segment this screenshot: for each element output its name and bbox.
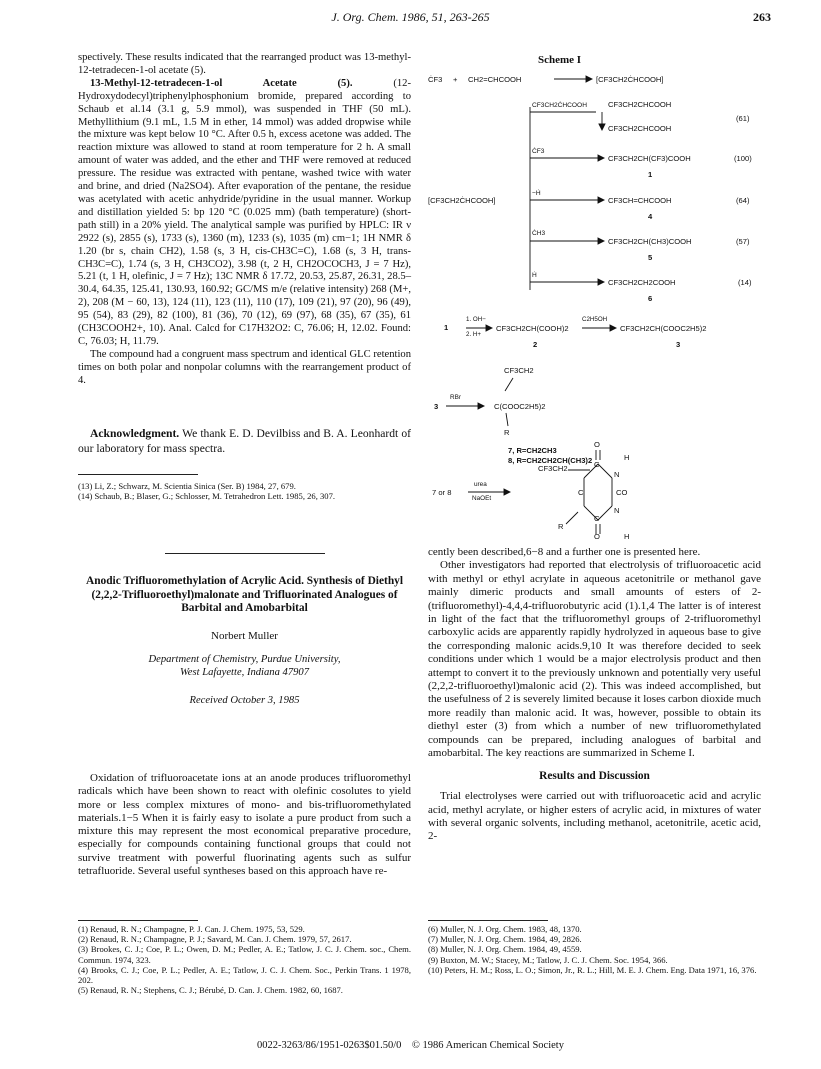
product-5: CF3CH2CH(CH3)COOH [608, 237, 692, 246]
reference: (4) Brooks, C. J.; Coe, P. L.; Pedler, A. E.; Tatlow, J. C. J. Chem. Soc., Perkin Trans. 1 1978, 202. [78, 964, 411, 986]
yield: (57) [736, 237, 750, 246]
group-r: R [558, 522, 564, 531]
reference: (14) Schaub, B.; Blaser, G.; Schlosser, M. Tetrahedron Lett. 1985, 26, 307. [78, 491, 336, 502]
radical-intermediate: [CF3CH2ĊHCOOH] [596, 75, 664, 84]
left-column-body [78, 52, 411, 388]
affiliation [78, 654, 411, 680]
alkyl-r: R [504, 428, 510, 437]
compound-number: 6 [648, 294, 653, 303]
reagent-dimerization: CF3CH2ĊHCOOH [532, 102, 587, 109]
dimer-top: CF3CH2CHCOOH [608, 100, 672, 109]
dimer-bottom: CF3CH2CHCOOH [608, 124, 672, 133]
received-date: Received October 3, 1985 [189, 695, 300, 707]
acknowledgment [78, 427, 411, 456]
section-heading: Results and Discussion [539, 769, 650, 782]
atom-h: H [624, 453, 630, 462]
reference: (5) Renaud, R. N.; Stephens, C. J.; Bérubé, D. Can. J. Chem. 1982, 60, 1687. [78, 985, 343, 996]
plus-sign: + [453, 75, 458, 84]
reagent-hydroxide: 1. OH− [466, 316, 486, 323]
product-1: CF3CH2CH(CF3)COOH [608, 154, 691, 163]
compound-7: 7, R=CH2CH3 [508, 446, 557, 455]
alkyl-malonate: C(COOC2H5)2 [494, 402, 546, 411]
reagent-ethanol: C2H5OH [582, 316, 608, 323]
scheme-label: Scheme I [538, 54, 582, 66]
section-divider [165, 553, 325, 554]
experimental-text: (12-Hydroxydodecyl)triphenylphosphonium bromide, prepared according to Schaub et al.14 (3.1 g, 5.9 mmol), was suspended in THF (50 mL). Methyllithium (9.1 mL, 1.5 M in ether, 14 mmol) was added dropwise while the mixture was kept below 10 °C. After 0.5 h, excess acetone was added. The reaction mixture was allowed to stand at room temperature for 2 h. A small amount of water was added, and the ether and THF were removed at reduced pressure. The residue was extracted with pentane, washed twice with water and brine, and dried (Na2SO4). After evaporation of the pentane, the residue was acetylated with acetic anhydride/pyridine in the usual manner. Workup and distillation yielded 5: bp 120 °C (0.025 mm) (bath temperature) (short-path still) in a 20% yield. The analytical sample was purified by HPLC: IR ν 2922 (s), 2855 (s), 1733 (s), 1360 (m), 1233 (s), 1035 (m) cm−1; 1H NMR δ 1.20 (br s, chain CH2), 1.58 (s, 3 H, cis-CH3C=C), 1.68 (s, 3 H, trans-CH3C=C), 1.74 (s, 3 H, CH3CO2), 3.98 (t, 2 H, CH2OCOCH3, J = 7 Hz), 5.21 (t, 1 H, olefinic, J = 7 Hz); 13C NMR δ 17.72, 20.53, 25.87, 26.31, 28.5–30.4, 64.35, 125.41, 130.93, 160.92; GC/MS m/e (relative intensity) 268 (M+, 2), 208 (M − 60, 13), 124 (11), 123 (11), 110 (17), 109 (21), 97 (20), 96 (49), 95 (54), 83 (29), 82 (100), 81 (36), 70 (12), 69 (97), 68 (35), 67 (35), 61 (CH3COOH2+, 10). Anal. Calcd for C17H32O2: C, 76.06; H, 12.02. Found: C, 76.03; H, 11.79. [78, 77, 411, 347]
atom-h: H [624, 532, 630, 541]
reference: (13) Li, Z.; Schwarz, M. Scientia Sinica (Ser. B) 1984, 27, 679. [78, 481, 296, 491]
radical-bracket: [CF3CH2ĊHCOOH] [428, 196, 496, 205]
paragraph: Oxidation of trifluoroacetate ions at an anode produces trifluoromethyl radicals which have been shown to react with olefinic cosolutes to yield more or less complex mixtures of mono- and bis-trifluoromethylated materials.1−5 When it is fairly easy to isolate a pure product from such a mixture this may represent the most economical preparative procedure, especially for compounds containing functional groups that could not survive treatment with powerful fluorinating agents such as sulfur tetrafluoride. Several useful syntheses based on this approach have re- [78, 772, 411, 878]
paragraph: spectively. These results indicated that the rearranged product was 13-methyl-12-tetradecen-1-ol acetate (5). [78, 52, 411, 76]
reference: (3) Brookes, C. J.; Coe, P. L.; Owen, D. M.; Pedler, A. E.; Tatlow, J. C. J. Chem. soc., Chem. Commun. 1974, 323. [78, 944, 411, 965]
reagent-naoet: NaOEt [472, 495, 492, 502]
product-6: CF3CH2CH2COOH [608, 278, 676, 287]
reagent-ch3: ĊH3 [532, 230, 546, 237]
compound-number: 2 [533, 340, 538, 349]
product-3: CF3CH2CH(COOC2H5)2 [620, 324, 707, 333]
atom-c: C [578, 488, 584, 497]
atom-o: O [594, 532, 600, 541]
footnotes-right [428, 924, 761, 975]
reagent-h: Ḣ [532, 272, 537, 279]
atom-n: N [614, 506, 620, 515]
atom-c: C [594, 514, 600, 523]
reagent-cf3: ĊF3 [532, 148, 545, 155]
copyright: © 1986 American Chemical Society [411, 1040, 564, 1051]
footnote-rule [428, 920, 548, 921]
reagent-acid: 2. H+ [466, 331, 481, 338]
reagent-minus-h: −Ḣ [532, 190, 541, 197]
compound-number: 4 [648, 212, 653, 221]
yield: (100) [734, 154, 752, 163]
reference: (10) Peters, H. M.; Ross, L. O.; Simon, Jr., R. L.; Hill, M. E. J. Chem. Eng. Data 1971, 16, 376. [428, 964, 757, 975]
experimental-paragraph [78, 78, 411, 349]
compound-number: 3 [676, 340, 681, 349]
affiliation-line: Department of Chemistry, Purdue University, [148, 653, 341, 665]
compound-8: 8, R=CH2CH2CH(CH3)2 [508, 456, 593, 465]
group-co: CO [616, 488, 628, 497]
product-4: CF3CH=CHCOOH [608, 196, 672, 205]
atom-o: O [594, 440, 600, 449]
compounds-7-or-8: 7 or 8 [432, 488, 452, 497]
paragraph: Trial electrolyses were carried out with trifluoroacetic acid and acrylic acid, methyl acrylate, or higher esters of acrylic acid, in mixtures of water with several organic solvents, including methanol, acetonitrile, acetic acid, 2- [428, 790, 761, 843]
yield: (61) [736, 114, 750, 123]
footnotes-bottom [78, 924, 411, 995]
footnote-rule [78, 474, 198, 475]
reference: (9) Buxton, M. W.; Stacey, M.; Tatlow, J. C. J. Chem. Soc. 1954, 366. [428, 954, 668, 965]
acrylic-acid: CH2=CHCOOH [468, 75, 522, 84]
reagent-rbr: RBr [450, 394, 462, 401]
article-title-block [78, 575, 411, 706]
acknowledgment-heading: Acknowledgment. [90, 427, 180, 440]
paragraph: cently been described,6−8 and a further one is presented here. [428, 546, 701, 558]
compound-number: 1 [648, 170, 653, 179]
footnotes-top [78, 481, 411, 501]
compound-number: 1 [444, 323, 449, 332]
reagent-urea: urea [474, 481, 487, 488]
page-number: 263 [753, 10, 771, 24]
scheme-1 [428, 48, 768, 541]
paragraph: The compound had a congruent mass spectrum and identical GLC retention times on both polar and nonpolar columns with the rearrangement product of 4. [78, 348, 411, 386]
group-cf3ch2: CF3CH2 [538, 464, 568, 473]
reference: (1) Renaud, R. N.; Champagne, P. J. Can. J. Chem. 1975, 53, 529. [78, 924, 305, 934]
footnote-rule [78, 920, 198, 921]
yield: (14) [738, 278, 752, 287]
reference: (7) Muller, N. J. Org. Chem. 1984, 49, 2826. [428, 934, 582, 945]
experimental-heading: 13-Methyl-12-tetradecen-1-ol Acetate (5). [90, 77, 353, 89]
reference: (6) Muller, N. J. Org. Chem. 1983, 48, 1370. [428, 924, 582, 934]
right-column-body [428, 546, 761, 844]
atom-c: C [594, 460, 600, 469]
reference: (8) Muller, N. J. Org. Chem. 1984, 49, 4559. [428, 944, 582, 955]
author: Norbert Muller [211, 629, 278, 642]
running-header [0, 8, 821, 28]
introduction [78, 772, 411, 878]
alkyl-cf3ch2: CF3CH2 [504, 366, 534, 375]
reference: (2) Renaud, R. N.; Champagne, P. J.; Savard, M. Can. J. Chem. 1979, 57, 2617. [78, 934, 352, 945]
product-2: CF3CH2CH(COOH)2 [496, 324, 569, 333]
article-title: Anodic Trifluoromethylation of Acrylic Acid. Synthesis of Diethyl (2,2,2-Trifluoroethyl)malonate and Trifluorinated Analogues of Barbital and Amobarbital [85, 575, 404, 615]
compound-number: 5 [648, 253, 653, 262]
acknowledgment-text: We thank E. D. Devilbiss and B. A. Leonhardt of our laboratory for mass spectra. [78, 427, 411, 455]
page-footer [0, 1040, 821, 1051]
compound-number: 3 [434, 402, 439, 411]
cf3-radical: ĊF3 [428, 75, 443, 84]
article-code: 0022-3263/86/1951-0263$01.50/0 [257, 1040, 402, 1051]
journal-citation: J. Org. Chem. 1986, 51, 263-265 [331, 10, 490, 24]
affiliation-line: West Lafayette, Indiana 47907 [179, 666, 310, 678]
yield: (64) [736, 196, 750, 205]
atom-n: N [614, 470, 620, 479]
paragraph: Other investigators had reported that electrolysis of trifluoroacetic acid with methyl or ethyl acrylate in aqueous acetonitrile or methanol gave mainly dimeric products and small amounts of esters of 2-(trifluoromethyl)-4,4,4-trifluorobutyric acid (1).1,4 The latter is of interest in light of the fact that the trifluoromethyl groups of 2-trifluoromethyl carboxylic acids are apparently rapidly hydrolyzed in aqueous base to give the corresponding malonic acids.9,10 It was therefore decided to seek conditions under which 1 would be a major electrolysis product and then attempt to convert it to the previously unknown and potentially very useful (2,2,2-trifluoroethyl)malonic acid (2). This was indeed accomplished, but the usefulness of 2 is severely limited because it loses carbon dioxide much more readily than malonic acid. It was, however, possible to obtain its diethyl ester (3) from which a number of new trifluoromethylated compounds can be prepared, including analogues of barbital and amobarbital. The key reactions are summarized in Scheme I. [428, 559, 761, 760]
